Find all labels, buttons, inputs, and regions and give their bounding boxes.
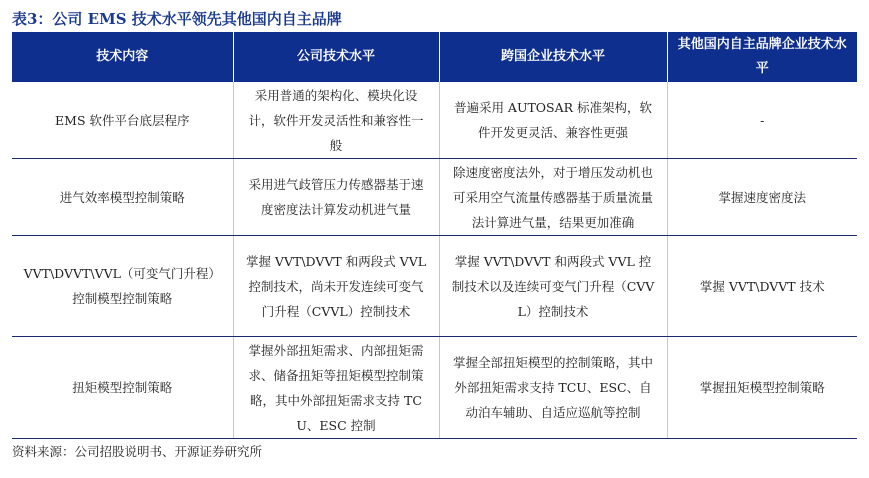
source-note: 资料来源：公司招股说明书、开源证券研究所 — [12, 444, 263, 459]
cell-tech-content: 扭矩模型控制策略 — [12, 337, 233, 439]
cell-multinational-level: 掌握 VVT\DVVT 和两段式 VVL 控制技术以及连续可变气门升程（CVVL）控制技术 — [439, 236, 667, 337]
cell-tech-content: VVT\DVVT\VVL（可变气门升程）控制模型控制策略 — [12, 236, 233, 337]
header-tech-content: 技术内容 — [12, 32, 233, 82]
cell-domestic-brands-level: 掌握速度密度法 — [667, 159, 857, 236]
table-title: 表3：公司 EMS 技术水平领先其他国内自主品牌 — [12, 10, 342, 28]
cell-company-level: 采用普通的架构化、模块化设计，软件开发灵活性和兼容性一般 — [233, 82, 439, 159]
table-header-row — [12, 32, 857, 82]
cell-domestic-brands-level: - — [667, 82, 857, 159]
cell-tech-content: EMS 软件平台底层程序 — [12, 82, 233, 159]
table-row — [12, 337, 857, 439]
table-row — [12, 159, 857, 236]
cell-tech-content: 进气效率模型控制策略 — [12, 159, 233, 236]
header-multinational-level: 跨国企业技术水平 — [439, 32, 667, 82]
cell-company-level: 采用进气歧管压力传感器基于速度密度法计算发动机进气量 — [233, 159, 439, 236]
table-row — [12, 82, 857, 159]
table-row — [12, 236, 857, 337]
cell-multinational-level: 除速度密度法外，对于增压发动机也可采用空气流量传感器基于质量流量法计算进气量，结果更加准确 — [439, 159, 667, 236]
cell-domestic-brands-level: 掌握扭矩模型控制策略 — [667, 337, 857, 439]
comparison-table — [12, 32, 857, 439]
header-company-level: 公司技术水平 — [233, 32, 439, 82]
cell-multinational-level: 掌握全部扭矩模型的控制策略，其中外部扭矩需求支持 TCU、ESC、自动泊车辅助、自适应巡航等控制 — [439, 337, 667, 439]
cell-multinational-level: 普遍采用 AUTOSAR 标准架构，软件开发更灵活、兼容性更强 — [439, 82, 667, 159]
cell-company-level: 掌握外部扭矩需求、内部扭矩需求、储备扭矩等扭矩模型控制策略，其中外部扭矩需求支持 TCU、ESC 控制 — [233, 337, 439, 439]
cell-domestic-brands-level: 掌握 VVT\DVVT 技术 — [667, 236, 857, 337]
cell-company-level: 掌握 VVT\DVVT 和两段式 VVL 控制技术，尚未开发连续可变气门升程（CVVL）控制技术 — [233, 236, 439, 337]
header-domestic-brands-level: 其他国内自主品牌企业技术水平 — [667, 32, 857, 82]
